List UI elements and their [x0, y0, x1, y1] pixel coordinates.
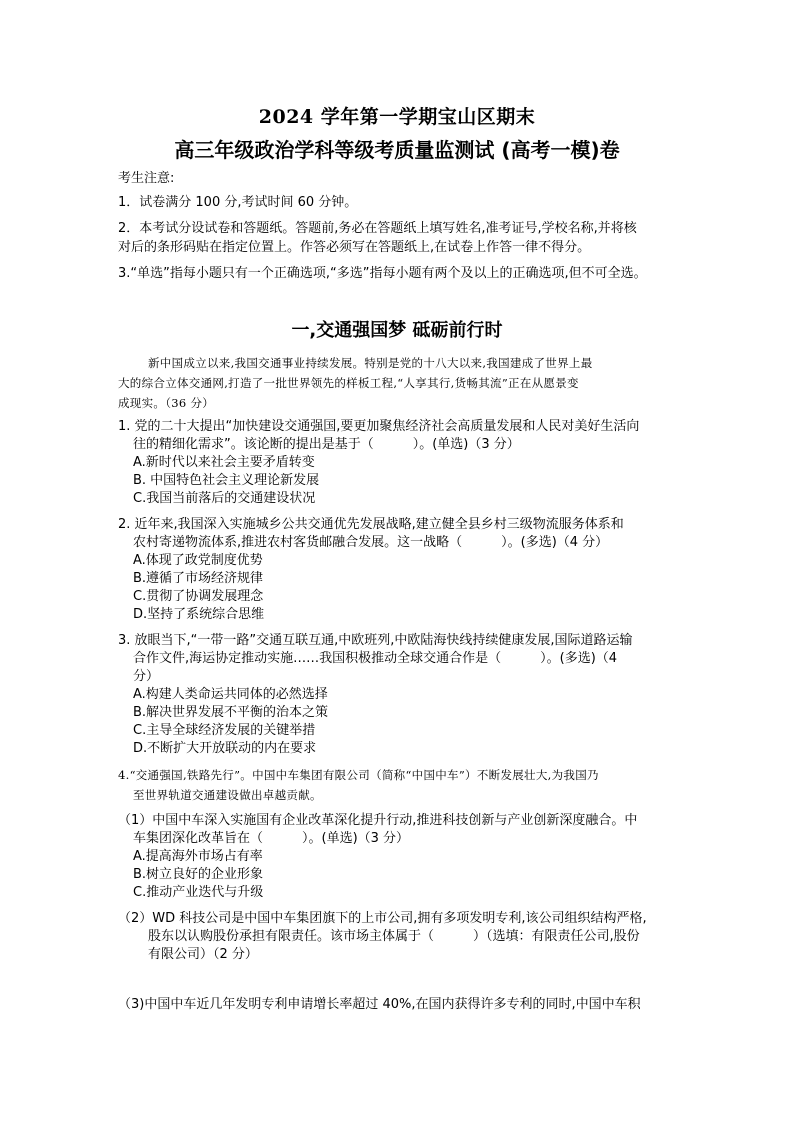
- q2-stem-line-2: 农村寄递物流体系,推进农村客货邮融合发展。这一战略（ ）。(多选)（4 分）: [133, 535, 609, 550]
- q3-option-d: D.不断扩大开放联动的内在要求: [133, 741, 317, 756]
- section-intro-line-3: 成现实。（36 分）: [118, 396, 215, 410]
- q3-stem-line-3: 分）: [133, 669, 160, 684]
- q1-option-b: B. 中国特色社会主义理论新发展: [133, 473, 320, 488]
- q1-option-a: A.新时代以来社会主要矛盾转变: [133, 455, 315, 470]
- q3-stem-line-2: 合作文件,海运协定推动实施……我国积极推动全球交通合作是（ ）。(多选)（4: [133, 651, 618, 666]
- q2-option-d: D.坚持了系统综合思维: [133, 607, 265, 622]
- q1-stem-line-2: 往的精细化需求”。该论断的提出是基于（ ）。(单选)（3 分）: [133, 437, 520, 452]
- section-intro-line-2: 大的综合立体交通网,打造了一批世界领先的样板工程,“人享其行,货畅其流”正在从愿景变: [118, 376, 579, 390]
- q4-stem-line-2: 至世界轨道交通建设做出卓越贡献。: [133, 788, 322, 802]
- q3-stem-line-1: 3. 放眼当下,“一带一路”交通互联互通,中欧班列,中欧陆海快线持续健康发展,国际道路运输: [118, 633, 633, 648]
- q2-option-b: B.遵循了市场经济规律: [133, 571, 264, 586]
- q4-1-option-a: A.提高海外市场占有率: [133, 849, 263, 864]
- notice-item-2-cont: 对后的条形码贴在指定位置上。作答必须写在答题纸上,在试卷上作答一律不得分。: [118, 240, 591, 255]
- q4-1-stem-line-1: （1）中国中车深入实施国有企业改革深化提升行动,推进科技创新与产业创新深度融合。中: [118, 813, 638, 828]
- q2-stem-line-1: 2. 近年来,我国深入实施城乡公共交通优先发展战略,建立健全县乡村三级物流服务体系和: [118, 517, 624, 532]
- q2-option-a: A.体现了政党制度优势: [133, 553, 263, 568]
- section-intro-line-1: 新中国成立以来,我国交通事业持续发展。特别是党的十八大以来,我国建成了世界上最: [148, 356, 593, 370]
- q4-1-option-b: B.树立良好的企业形象: [133, 867, 264, 882]
- notice-heading: 考生注意:: [118, 171, 175, 186]
- q4-2-stem-line-2: 股东以认购股份承担有限责任。该市场主体属于（ ）（选填：有限责任公司,股份: [148, 929, 640, 944]
- notice-item-1: 1．试卷满分 100 分,考试时间 60 分钟。: [118, 195, 358, 210]
- q4-2-stem-line-3: 有限公司）（2 分）: [148, 947, 258, 962]
- q3-option-c: C.主导全球经济发展的关键举措: [133, 723, 316, 738]
- notice-item-3: 3.“单选”指每小题只有一个正确选项,“多选”指每小题有两个及以上的正确选项,但不可全选。: [118, 266, 647, 281]
- q3-option-b: B.解决世界发展不平衡的治本之策: [133, 705, 329, 720]
- q1-option-c: C.我国当前落后的交通建设状况: [133, 491, 316, 506]
- q4-2-stem-line-1: （2）WD 科技公司是中国中车集团旗下的上市公司,拥有多项发明专利,该公司组织结构严格,: [118, 911, 647, 926]
- q4-1-option-c: C.推动产业迭代与升级: [133, 885, 264, 900]
- notice-item-2: 2．本考试分设试卷和答题纸。答题前,务必在答题纸上填写姓名,准考证号,学校名称,并将核: [118, 221, 637, 236]
- q4-3-stem-line-1: （3)中国中车近几年发明专利申请增长率超过 40%,在国内获得许多专利的同时,中国中车积: [118, 997, 641, 1012]
- q2-option-c: C.贯彻了协调发展理念: [133, 589, 264, 604]
- exam-title-line2: 高三年级政治学科等级考质量监测试 (高考一模)卷: [174, 138, 620, 162]
- section-title: 一,交通强国梦 砥砺前行时: [291, 320, 503, 341]
- q4-1-stem-line-2: 车集团深化改革旨在（ ）。(单选)（3 分）: [133, 831, 410, 846]
- q3-option-a: A.构建人类命运共同体的必然选择: [133, 687, 328, 702]
- q1-stem-line-1: 1. 党的二十大提出“加快建设交通强国,要更加聚焦经济社会高质量发展和人民对美好生活向: [118, 419, 640, 434]
- exam-title-line1: 2024 学年第一学期宝山区期末: [258, 106, 536, 128]
- q4-stem-line-1: 4.“交通强国,铁路先行”。中国中车集团有限公司（简称“中国中车”）不断发展壮大,为我国乃: [118, 768, 599, 782]
